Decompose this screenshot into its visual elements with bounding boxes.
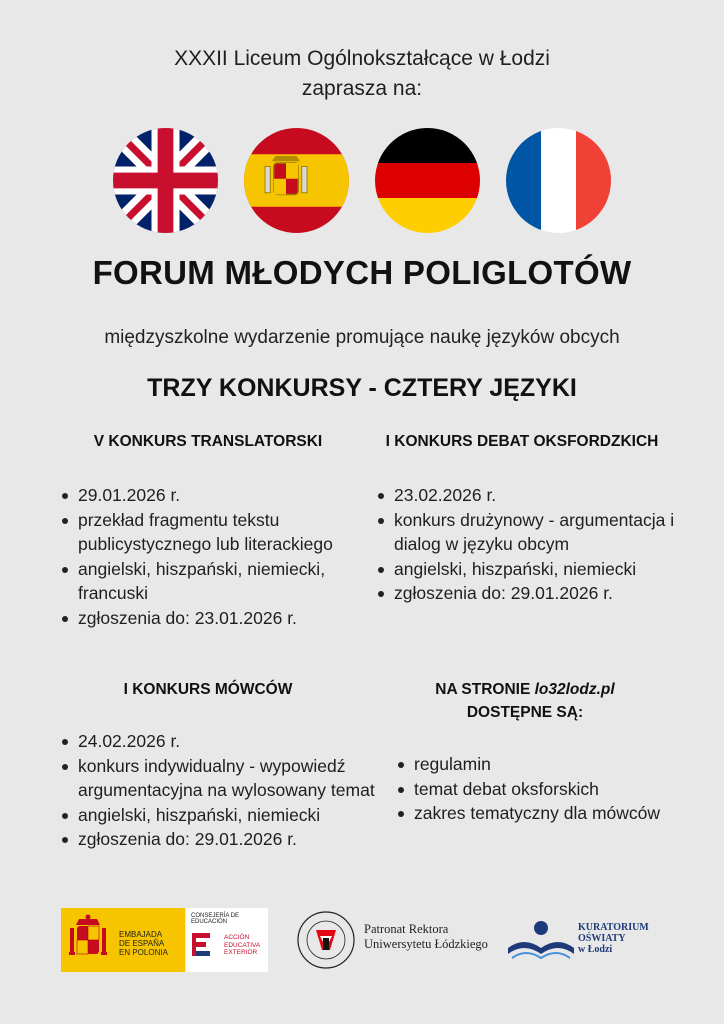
footer-logos: [0, 900, 724, 980]
list-item: konkurs drużynowy - argumentacja i dialog w języku obcym: [394, 508, 704, 557]
website-link[interactable]: lo32lodz.pl: [534, 681, 615, 698]
consejeria-line: ACCIÓN: [224, 934, 250, 941]
kuratorium-line: OŚWIATY: [578, 933, 626, 944]
header: [0, 44, 724, 104]
consejeria-logo: [186, 908, 268, 972]
section-heading-translatorski: V KONKURS TRANSLATORSKI: [93, 433, 323, 450]
heading-line2: DOSTĘPNE SĄ:: [466, 704, 584, 721]
list-item: regulamin: [414, 752, 704, 777]
section-heading-mowcow: I KONKURS MÓWCÓW: [123, 681, 293, 698]
heading-prefix: NA STRONIE: [435, 681, 535, 698]
embajada-logo: [61, 908, 185, 972]
list-item: zgłoszenia do: 29.01.2026 r.: [394, 581, 704, 606]
patronat-text: [364, 922, 488, 952]
list-item: zgłoszenia do: 29.01.2026 r.: [78, 827, 383, 852]
list-translatorski: [56, 483, 383, 630]
consejeria-title: CONSEJERÍA DE EDUCACIÓN: [191, 913, 240, 925]
list-mowcow: [56, 729, 383, 852]
header-line1: XXXII Liceum Ogólnokształcące w Łodzi: [174, 47, 550, 70]
consejeria-text: [224, 934, 260, 957]
list-item: angielski, hiszpański, niemiecki: [394, 557, 704, 582]
section-heading-strona: [380, 678, 670, 724]
subtitle: międzyszkolne wydarzenie promujące naukę języków obcych: [104, 327, 620, 348]
header-line2: zaprasza na:: [301, 77, 423, 100]
list-item: angielski, hiszpański, niemiecki: [78, 803, 383, 828]
kuratorium-book-icon: [506, 914, 576, 964]
kuratorium-line: w Łodzi: [578, 944, 613, 955]
france-flag-icon: [506, 128, 611, 233]
embajada-text: [119, 930, 168, 957]
list-item: 24.02.2026 r.: [78, 729, 383, 754]
page-title: FORUM MŁODYCH POLIGLOTÓW: [92, 254, 632, 291]
section-heading-debat: I KONKURS DEBAT OKSFORDZKICH: [385, 433, 659, 450]
list-item: angielski, hiszpański, niemiecki, francuski: [78, 557, 383, 606]
embajada-line: DE ESPAÑA: [119, 939, 165, 948]
list-item: konkurs indywidualny - wypowiedź argumentacyjna na wylosowany temat: [78, 754, 383, 803]
list-item: przekład fragmentu tekstu publicystycznego lub literackiego: [78, 508, 383, 557]
accion-educativa-icon: [192, 930, 222, 960]
germany-flag-icon: [375, 128, 480, 233]
university-seal-icon: [296, 910, 356, 970]
list-debat: [372, 483, 704, 606]
embajada-line: EN POLONIA: [119, 948, 168, 957]
list-strona: [392, 752, 704, 826]
spain-coat-of-arms-icon: [61, 908, 117, 972]
patronat-line: Uniwersytetu Łódzkiego: [364, 937, 488, 951]
kuratorium-line: KURATORIUM: [578, 922, 649, 933]
consejeria-line: EDUCATIVA: [224, 941, 261, 949]
flags-row: [0, 128, 724, 233]
consejeria-line: EXTERIOR: [224, 949, 258, 956]
list-item: 29.01.2026 r.: [78, 483, 383, 508]
embajada-line: EMBAJADA: [119, 930, 163, 939]
list-item: 23.02.2026 r.: [394, 483, 704, 508]
list-item: zgłoszenia do: 23.01.2026 r.: [78, 606, 383, 631]
spain-flag-icon: [244, 128, 349, 233]
patronat-line: Patronat Rektora: [364, 922, 449, 936]
tagline: TRZY KONKURSY - CZTERY JĘZYKI: [147, 374, 577, 402]
uk-flag-icon: [113, 128, 218, 233]
list-item: temat debat oksforskich: [414, 777, 704, 802]
kuratorium-text: [578, 922, 649, 955]
list-item: zakres tematyczny dla mówców: [414, 801, 704, 826]
